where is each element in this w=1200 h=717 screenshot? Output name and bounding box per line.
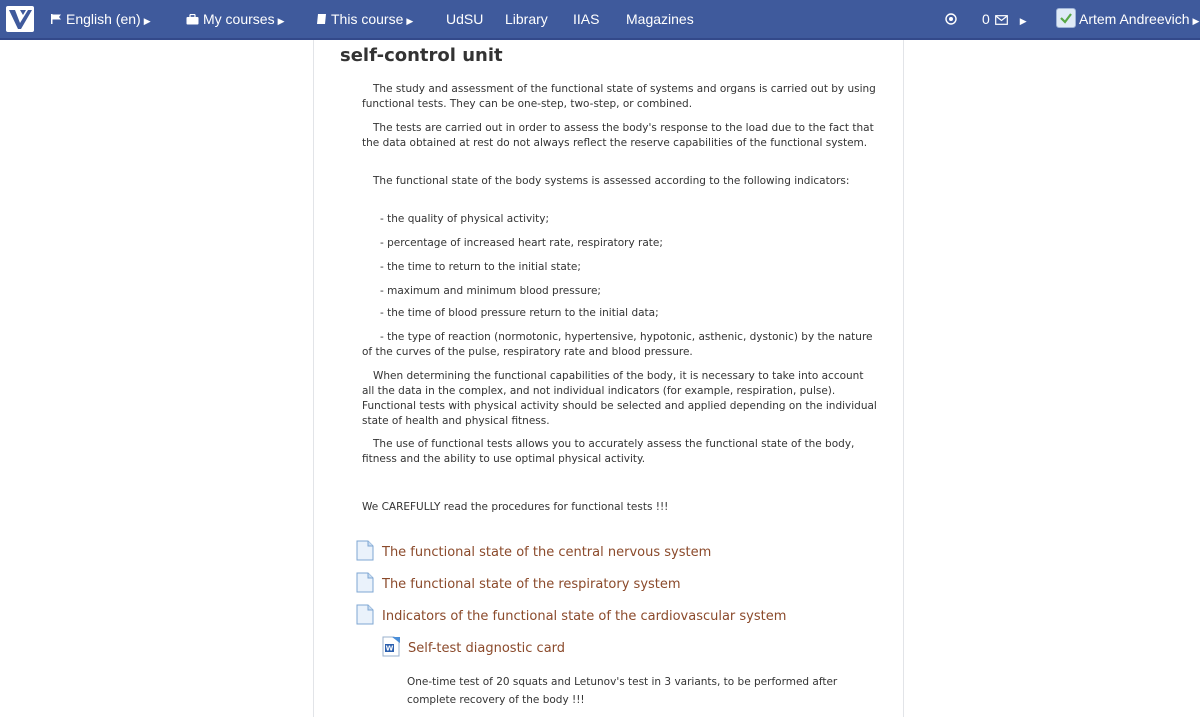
notification-icon xyxy=(945,13,957,25)
my-courses-label: My courses xyxy=(203,11,275,27)
messages-count: 0 xyxy=(982,11,990,27)
indicator-item: - the time to return to the initial state; xyxy=(380,261,581,273)
notifications-button[interactable] xyxy=(945,0,961,38)
right-block-region xyxy=(903,40,1200,717)
site-logo[interactable] xyxy=(6,6,34,32)
indicator-item: - the type of reaction (normotonic, hypertensive, hypotonic, asthenic, dystonic) by the nature of the curves of the pulse, respiratory rate and blood pressure. xyxy=(362,331,873,358)
book-icon xyxy=(316,13,327,25)
messages-menu[interactable] xyxy=(982,0,1027,38)
resource-link-cns[interactable] xyxy=(356,540,711,562)
my-courses-menu[interactable] xyxy=(186,0,285,38)
indicator-item: - percentage of increased heart rate, respiratory rate; xyxy=(380,237,663,249)
avatar xyxy=(1056,8,1076,28)
language-menu[interactable] xyxy=(50,0,151,38)
tests-paragraph: The tests are carried out in order to assess the body's response to the load due to the fact that the data obtained at rest do not always reflect the reserve capabilities of the functional system. xyxy=(362,122,874,149)
self-test-card-link[interactable] xyxy=(382,636,565,658)
svg-text:W: W xyxy=(385,644,394,653)
language-label: English (en) xyxy=(66,11,141,27)
caret-right-icon: ▶ xyxy=(1019,16,1027,26)
logo-icon xyxy=(6,6,34,32)
document-icon xyxy=(356,572,374,593)
indicator-item: - the time of blood pressure return to the initial data; xyxy=(380,307,659,319)
intro-paragraph: The study and assessment of the functional state of systems and organs is carried out by using functional tests. They can be one-step, two-step, or combined. xyxy=(362,83,876,110)
resource-link-cardiovascular[interactable] xyxy=(356,604,786,626)
resource-link-respiratory[interactable] xyxy=(356,572,681,594)
nav-link-magazines[interactable]: Magazines xyxy=(626,11,694,27)
word-document-icon xyxy=(382,636,400,657)
caret-right-icon: ▶ xyxy=(1192,16,1200,26)
main-content xyxy=(314,40,903,717)
warning-text: We CAREFULLY read the procedures for functional tests !!! xyxy=(362,501,669,513)
user-name: Artem Andreevich xyxy=(1079,11,1190,27)
resource-label: Self-test diagnostic card xyxy=(408,641,566,656)
resource-label: The functional state of the central nervous system xyxy=(382,545,712,560)
resource-label: Indicators of the functional state of the cardiovascular system xyxy=(382,609,787,624)
user-menu[interactable] xyxy=(1056,0,1199,38)
this-course-label: This course xyxy=(331,11,404,27)
indicator-item: - the quality of physical activity; xyxy=(380,213,550,225)
briefcase-icon xyxy=(186,14,199,25)
nav-link-library[interactable]: Library xyxy=(505,11,548,27)
this-course-menu[interactable] xyxy=(316,0,413,38)
envelope-icon xyxy=(995,15,1008,25)
resource-label: The functional state of the respiratory system xyxy=(382,577,681,592)
nav-link-iias[interactable]: IIAS xyxy=(573,11,600,27)
conclusion-paragraph: The use of functional tests allows you to accurately assess the functional state of the body, fitness and the ability to use optimal physical activity. xyxy=(362,438,855,465)
left-block-region xyxy=(0,40,314,717)
top-navbar xyxy=(0,0,1200,40)
indicators-intro: The functional state of the body systems is assessed according to the following indicators: xyxy=(373,175,850,187)
flag-icon xyxy=(50,13,62,25)
page-title: self-control unit xyxy=(340,45,503,66)
nav-link-udsu[interactable]: UdSU xyxy=(446,11,484,27)
caret-right-icon: ▶ xyxy=(406,16,414,26)
caret-right-icon: ▶ xyxy=(277,16,285,26)
indicator-item: - maximum and minimum blood pressure; xyxy=(380,285,601,297)
caret-right-icon: ▶ xyxy=(143,16,151,26)
document-icon xyxy=(356,540,374,561)
document-icon xyxy=(356,604,374,625)
check-icon xyxy=(1057,9,1075,27)
capabilities-paragraph: When determining the functional capabilities of the body, it is necessary to take into account all the data in the complex, and not individual indicators (for example, respiration, pulse). Functional tests with physical activity should be selected and applied depending on the individual state of health and physical fitness. xyxy=(362,370,877,427)
self-test-note: One-time test of 20 squats and Letunov's test in 3 variants, to be performed after complete recovery of the body !!! xyxy=(407,676,838,706)
